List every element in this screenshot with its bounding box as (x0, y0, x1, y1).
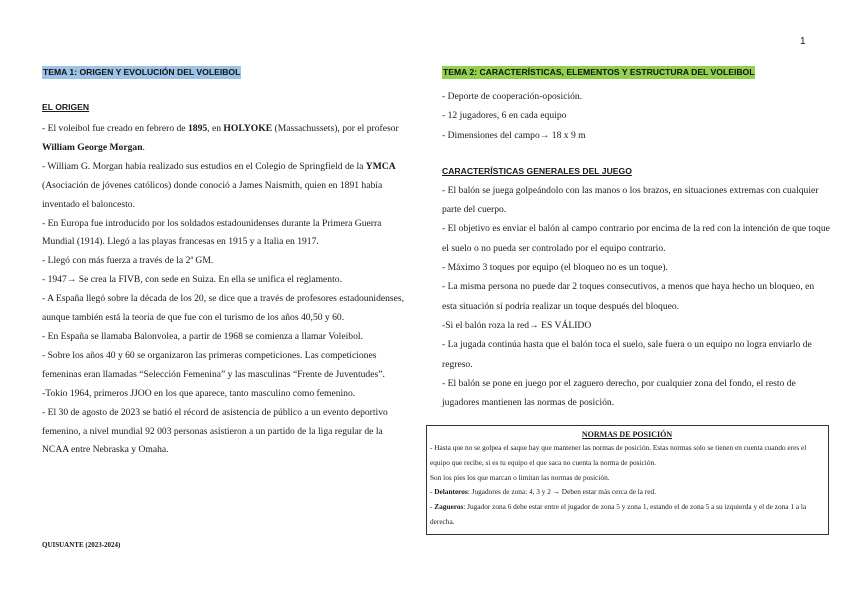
list-item: - Llegó con más fuerza a través de la 2ª GM. (42, 255, 214, 267)
list-item: - En España se llamaba Balonvolea, a partir de 1968 se comienza a llamar Voleibol. (42, 330, 363, 342)
list-item: - 1947→ Se crea la FIVB, con sede en Suiza. En ella se unifica el reglamento. (42, 274, 342, 286)
game-characteristics-subheading: CARACTERÍSTICAS GENERALES DEL JUEGO (442, 165, 632, 176)
rules-zagueros: - Zagueros: Jugador zona 6 debe estar entre el jugador de zona 5 y zona 1, estando el de zona 5 a su izquierda y el de zona 1 a la derecha. (430, 502, 807, 526)
list-item: - Dimensiones del campo→ 18 x 9 m (442, 129, 586, 141)
basics-list (442, 87, 830, 145)
list-item: - El balón se pone en juego por el zaguero derecho, por cualquier zona del fondo, el resto de jugadores mantienen las normas de posición. (442, 377, 796, 409)
right-column (442, 62, 830, 412)
topic-2-heading: TEMA 2: CARACTERÍSTICAS, ELEMENTOS Y ESTRUCTURA DEL VOLEIBOL (443, 67, 755, 77)
list-item: - 12 jugadores, 6 en cada equipo (442, 110, 567, 122)
list-item: - La misma persona no puede dar 2 toques consecutivos, a menos que haya hecho un bloqueo, en esta situación sí podría realizar un toque después del bloqueo. (442, 281, 815, 312)
rules-delanteros: - Delanteros: Jugadores de zona: 4, 3 y 2 → Deben estar más cerca de la red. (430, 487, 657, 497)
list-item: - El balón se juega golpeándolo con las manos o los brazos, en situaciones extremas con cualquier parte del cuerpo. (442, 184, 819, 216)
list-item: - Máximo 3 toques por equipo (el bloqueo no es un toque). (442, 262, 668, 274)
list-item: -Si el balón roza la red→ ES VÁLIDO (442, 319, 592, 331)
list-item: - El objetivo es enviar el balón al campo contrario por encima de la red con la intención de que toque el suelo o no pueda ser controlado por el equipo contrario. (442, 223, 830, 254)
list-item: - En Europa fue introducido por los soldados estadounidenses durante la Primera Guerra Mundial (1914). Llegó a las playas francesas en 1915 y a Italia en 1917. (42, 217, 382, 248)
origin-list (42, 120, 408, 460)
rules-line: Son los pies los que marcan o limitan las normas de posición. (430, 472, 610, 482)
game-characteristics-list (442, 181, 830, 413)
origin-subheading: EL ORIGEN (42, 102, 90, 112)
position-rules-box (426, 425, 829, 535)
left-column (42, 62, 408, 460)
position-rules-title: NORMAS DE POSICIÓN (581, 430, 673, 439)
origin-paragraph-1: - El voleibol fue creado en febrero de 1895, en HOLYOKE (Massachussets), por el profesor William George Morgan. (42, 123, 399, 153)
list-item: - El 30 de agosto de 2023 se batió el récord de asistencia de público a un evento deportivo femenino, a nivel mundial 92 003 personas asistieron a un partido de la liga regular de la NCAA entre Nebraska y Omaha. (42, 406, 388, 456)
rules-line: - Hasta que no se golpea el saque hay que mantener las normas de posición. Estas normas solo se tienen en cuenta cuando eres el equipo que recibe, si es tu equipo el que saca no cuenta la norma de posición. (430, 443, 807, 467)
page-number: 1 (800, 36, 806, 47)
footer-author: QUISUANTE (2023-2024) (42, 541, 121, 549)
list-item: -Tokio 1964, primeros JJOO en los que aparece, tanto masculino como femenino. (42, 387, 356, 399)
list-item: - A España llegó sobre la década de los 20, se dice que a través de profesores estadounidenses, aunque también está la teoría de que fue con el turismo de los años 40,50 y 60. (42, 293, 405, 324)
list-item: - Deporte de cooperación-oposición. (442, 91, 583, 102)
list-item: - Sobre los años 40 y 60 se organizaron las primeras competiciones. Las competiciones femeninas eran llamadas “Selección Femenina” y las masculinas “Frente de Juventudes”. (42, 349, 385, 380)
list-item: - La jugada continúa hasta que el balón toca el suelo, sale fuera o un equipo no logra enviarlo de regreso. (442, 339, 812, 370)
origin-paragraph-2: - William G. Morgan había realizado sus estudios en el Colegio de Springfield de la YMCA (Asociación de jóvenes católicos) donde conoció a James Naismith, quien en 1891 había inventado el baloncesto. (42, 160, 396, 210)
topic-1-heading: TEMA 1: ORIGEN Y EVOLUCIÓN DEL VOLEIBOL (43, 67, 241, 77)
